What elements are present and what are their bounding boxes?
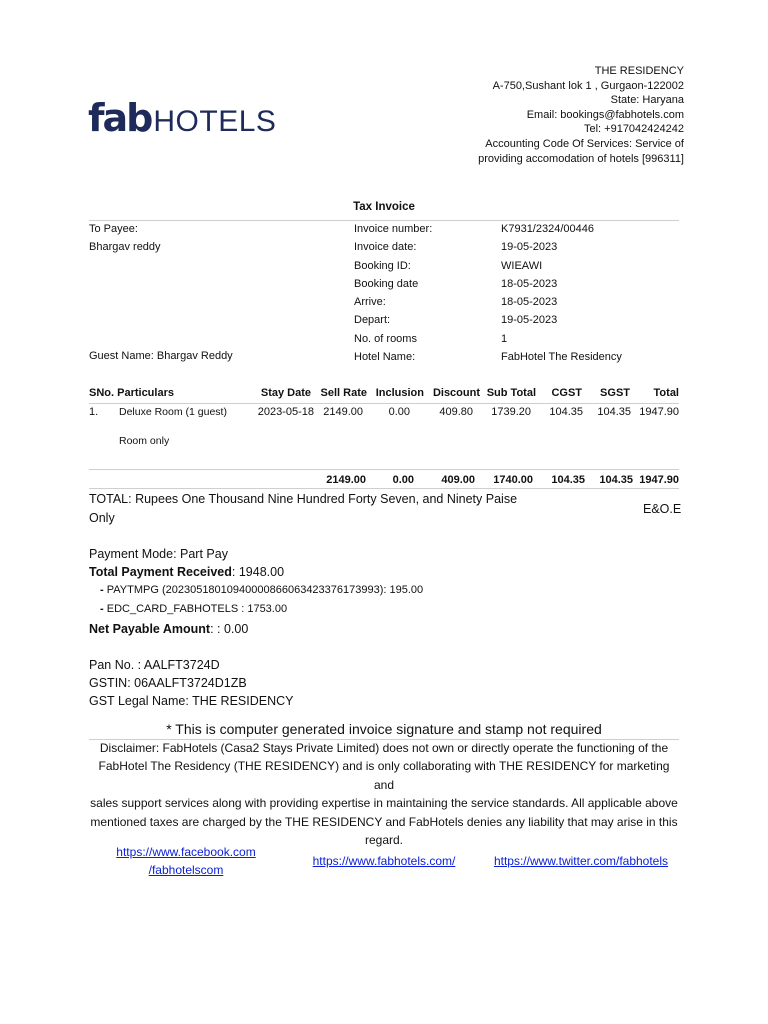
booking-id-label: Booking ID: — [354, 260, 411, 272]
gst-legal-name: GST Legal Name: THE RESIDENCY — [89, 694, 294, 708]
rooms-label: No. of rooms — [354, 333, 417, 345]
invoice-number-label: Invoice number: — [354, 223, 433, 235]
payment-mode: Payment Mode: Part Pay — [89, 547, 228, 561]
row-inclusion: 0.00 — [388, 406, 410, 418]
hotel-name: THE RESIDENCY — [594, 65, 684, 77]
amount-in-words-cont: Only — [89, 511, 115, 525]
totals-bottom-divider — [89, 488, 679, 489]
disclaimer-line: FabHotel The Residency (THE RESIDENCY) and is only collaborating with THE RESIDENCY for marketing and — [98, 759, 670, 792]
total-inclusion: 0.00 — [392, 474, 414, 486]
guest-name: Guest Name: Bhargav Reddy — [89, 350, 233, 362]
row-particulars: Deluxe Room (1 guest) — [119, 406, 227, 418]
col-stay-date: Stay Date — [260, 387, 311, 399]
total-payment-received-value: : 1948.00 — [231, 565, 285, 579]
payee-name: Bhargav reddy — [89, 241, 161, 253]
hotel-name-label: Hotel Name: — [354, 351, 416, 363]
total-total: 1947.90 — [639, 474, 679, 486]
fabhotels-logo — [88, 96, 276, 140]
invoice-date-label: Invoice date: — [354, 241, 417, 253]
hotel-accounting-code: Accounting Code Of Services: Service of — [485, 137, 684, 150]
table-header-divider — [89, 403, 679, 404]
hotel-state: State: Haryana — [610, 94, 684, 107]
arrive-value: 18-05-2023 — [501, 296, 558, 308]
total-discount: 409.00 — [441, 474, 475, 486]
row-discount: 409.80 — [439, 406, 473, 418]
net-payable-amount — [89, 622, 248, 636]
net-payable-value: : : 0.00 — [210, 622, 249, 636]
disclaimer — [89, 739, 679, 849]
pan-number: Pan No. : AALFT3724D — [89, 658, 220, 672]
to-payee-label: To Payee: — [89, 223, 138, 235]
net-payable-label: Net Payable Amount — [89, 622, 211, 636]
hotel-address-block — [424, 64, 684, 166]
col-cgst: CGST — [551, 387, 582, 399]
booking-date-label: Booking date — [354, 278, 419, 290]
row-sell-rate: 2149.00 — [323, 406, 363, 418]
rooms-value: 1 — [501, 333, 508, 345]
hotel-email: Email: bookings@fabhotels.com — [526, 108, 684, 121]
payment-item: - EDC_CARD_FABHOTELS : 1753.00 — [100, 603, 288, 615]
col-total: Total — [653, 387, 679, 399]
total-sub-total: 1740.00 — [493, 474, 533, 486]
website-link[interactable]: https://www.fabhotels.com/ — [312, 854, 456, 868]
errors-omissions-excepted: E&O.E — [643, 502, 682, 516]
hotel-name-value: FabHotel The Residency — [501, 351, 622, 363]
total-payment-received-label: Total Payment Received — [89, 565, 232, 579]
row-sno: 1. — [89, 406, 99, 418]
logo-hotels-text: HOTELS — [153, 105, 277, 138]
invoice-number-value: K7931/2324/00446 — [501, 223, 594, 235]
facebook-link-line2[interactable]: /fabhotelscom — [148, 863, 224, 877]
row-note: Room only — [119, 435, 170, 447]
disclaimer-line: Disclaimer: FabHotels (Casa2 Stays Private Limited) does not own or directly operate the functioning of the — [99, 741, 669, 755]
depart-label: Depart: — [354, 314, 391, 326]
disclaimer-line: mentioned taxes are charged by the THE RESIDENCY and FabHotels denies any liability that may arise in this — [90, 814, 678, 829]
hotel-address: A-750,Sushant lok 1 , Gurgaon-122002 — [492, 79, 684, 92]
gstin: GSTIN: 06AALFT3724D1ZB — [89, 676, 247, 690]
computer-generated-note: * This is computer generated invoice signature and stamp not required — [166, 721, 602, 737]
col-inclusion: Inclusion — [375, 387, 424, 399]
booking-id-value: WIEAWI — [501, 260, 543, 272]
col-sgst: SGST — [600, 387, 630, 399]
amount-in-words: TOTAL: Rupees One Thousand Nine Hundred Forty Seven, and Ninety Paise — [89, 492, 518, 506]
total-cgst: 104.35 — [551, 474, 585, 486]
divider — [89, 220, 679, 221]
payment-item-edc-card: EDC_CARD_FABHOTELS : 1753.00 — [106, 603, 288, 615]
facebook-link-line1[interactable]: https://www.facebook.com — [116, 845, 256, 859]
col-discount: Discount — [432, 387, 480, 399]
depart-value: 19-05-2023 — [501, 314, 558, 326]
col-sno-particulars: SNo. Particulars — [89, 387, 174, 399]
total-sell-rate: 2149.00 — [326, 474, 366, 486]
disclaimer-line: regard. — [364, 833, 404, 848]
payment-item-paytm: PAYTMPG (20230518010940000866063423376173993): 195.00 — [106, 584, 424, 596]
hotel-accounting-code-cont: providing accomodation of hotels [996311] — [478, 152, 684, 165]
row-sub-total: 1739.20 — [491, 406, 531, 418]
row-sgst: 104.35 — [597, 406, 631, 418]
disclaimer-line: sales support services along with providing expertise in maintaining the service standards. All applicable above — [90, 796, 678, 811]
col-sell-rate: Sell Rate — [320, 387, 367, 399]
row-cgst: 104.35 — [549, 406, 583, 418]
totals-divider — [89, 469, 679, 470]
invoice-title: Tax Invoice — [353, 201, 415, 213]
total-sgst: 104.35 — [599, 474, 633, 486]
arrive-label: Arrive: — [354, 296, 386, 308]
col-sub-total: Sub Total — [486, 387, 536, 399]
payment-item: - PAYTMPG (20230518010940000866063423376173993): 195.00 — [100, 584, 424, 596]
hotel-tel: Tel: +917042424242 — [583, 123, 684, 136]
row-stay-date: 2023-05-18 — [257, 406, 314, 418]
invoice-date-value: 19-05-2023 — [501, 241, 558, 253]
facebook-link[interactable] — [110, 843, 262, 879]
twitter-link[interactable]: https://www.twitter.com/fabhotels — [493, 854, 669, 868]
total-payment-received — [89, 565, 284, 579]
booking-date-value: 18-05-2023 — [501, 278, 558, 290]
row-total: 1947.90 — [639, 406, 679, 418]
logo-fab-text: fab — [88, 96, 152, 140]
